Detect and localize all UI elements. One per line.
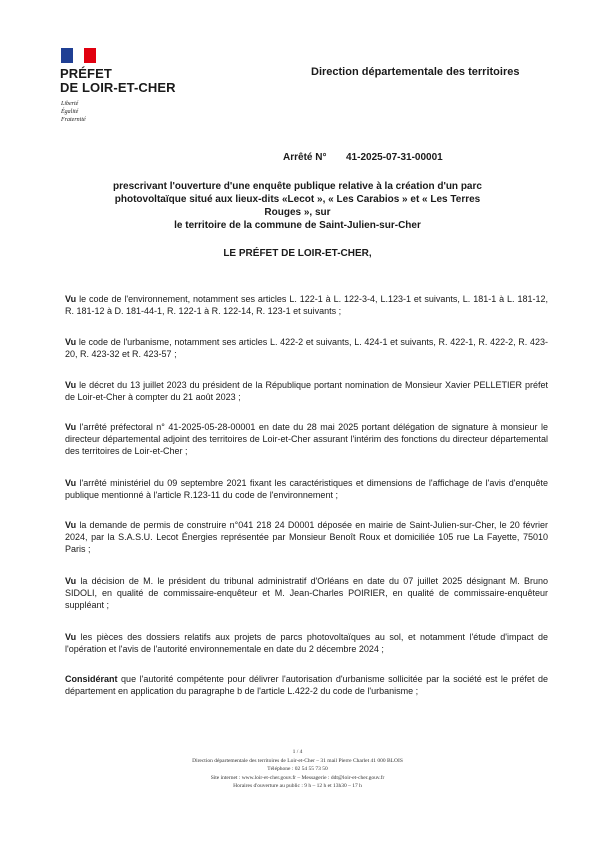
issuing-direction: Direction départementale des territoires <box>311 66 520 78</box>
arrete-subject <box>100 180 495 232</box>
visa-keyword: Vu <box>65 576 77 586</box>
prefet-line-2: DE LOIR-ET-CHER <box>60 80 176 95</box>
visa-paragraph-decret <box>65 379 548 403</box>
footer-phone: Téléphone : 02 54 55 73 50 <box>267 766 328 772</box>
prefet-line-1: PRÉFET <box>60 66 112 81</box>
visa-keyword: Vu <box>65 337 77 347</box>
subject-line-3: le territoire de la commune de Saint-Julien-sur-Cher <box>174 220 421 231</box>
marianne-flag-logo <box>61 48 96 63</box>
motto-fraternite: Fraternité <box>61 117 86 123</box>
visa-text: le code de l'urbanisme, notamment ses articles L. 422-2 et suivants, L. 424-1 et suivants, R. 422-1, R. 422-2, R. 423-20, R. 423-32 et R. 423-57 ; <box>65 337 548 359</box>
visa-text: la décision de M. le président du tribunal administratif d'Orléans en date du 07 juillet 2025 désignant M. Bruno SIDOLI, en qualité de commissaire-enquêteur et M. Jean-Charles POIRIER, en qualité de commissaire-enquêteur suppléant ; <box>65 576 548 610</box>
page-number: 1 / 4 <box>292 749 303 755</box>
visa-paragraph-pieces <box>65 631 548 655</box>
subject-line-2: photovoltaïque situé aux lieux-dits «Lecot », « Les Carabios » et « Les Terres Rouges », sur <box>114 194 481 218</box>
visa-paragraph-permis <box>65 519 548 555</box>
visa-text: l'arrêté ministériel du 09 septembre 2021 fixant les caractéristiques et dimensions de l'affichage de l'avis d'enquête publique mentionné à l'article R.123-11 du code de l'environnement ; <box>65 478 548 500</box>
footer-address: Direction départementale des territoires de Loir-et-Cher – 31 mail Pierre Charlet 41 000 BLOIS <box>192 757 403 764</box>
flag-red-band <box>84 48 96 63</box>
visa-text: les pièces des dossiers relatifs aux projets de parcs photovoltaïques au sol, et notamment l'étude d'impact de l'opération et l'avis de l'autorité environnementale en date du 2 décembre 2024 ; <box>65 632 548 654</box>
subject-line-1: prescrivant l'ouverture d'une enquête publique relative à la création d'un parc <box>113 181 482 192</box>
page-footer <box>0 748 595 791</box>
arrete-number: 41-2025-07-31-00001 <box>346 152 443 163</box>
visa-text: l'arrêté préfectoral n° 41-2025-05-28-00001 en date du 28 mai 2025 portant délégation de signature à monsieur le directeur départemental adjoint des territoires de Loir-et-Cher assurant l'intérim des fonctions du directeur départemental des territoires de Loir-et-Cher ; <box>65 422 548 456</box>
arrete-label: Arrêté N° <box>283 152 327 163</box>
footer-website: Site internet : www.loir-et-cher.gouv.fr – Messagerie : ddt@loir-et-cher.gouv.fr <box>210 774 385 781</box>
visa-paragraph-delegation <box>65 421 548 457</box>
flag-white-band <box>73 48 85 63</box>
visa-keyword: Vu <box>65 632 77 642</box>
visa-paragraph-urbanisme <box>65 336 548 360</box>
visa-paragraph-tribunal <box>65 575 548 611</box>
flag-blue-band <box>61 48 73 63</box>
considerant-paragraph <box>65 673 548 697</box>
footer-hours: Horaires d'ouverture au public : 9 h – 12 h et 13h30 – 17 h <box>233 783 362 789</box>
republic-motto <box>61 100 86 124</box>
visa-keyword: Vu <box>65 520 77 530</box>
prefet-logo-text <box>60 67 176 95</box>
considerant-text: que l'autorité compétente pour délivrer l'autorisation d'urbanisme sollicitée par la société est le préfet de département en application du paragraphe b de l'article L.422-2 du code de l'urbanisme ; <box>65 674 548 696</box>
motto-egalite: Égalité <box>61 109 79 115</box>
visa-keyword: Vu <box>65 380 77 390</box>
visa-text: le code de l'environnement, notamment ses articles L. 122-1 à L. 122-3-4, L.123-1 et suivants, L. 181-1 à L. 181-12, R. 181-12 à D. 181-44-1, R. 122-1 à R. 122-14, R. 123-1 et suivants ; <box>65 294 548 316</box>
visa-keyword: Vu <box>65 478 77 488</box>
prefet-title: LE PRÉFET DE LOIR-ET-CHER, <box>223 248 372 259</box>
visa-text: la demande de permis de construire n°041 218 24 D0001 déposée en mairie de Saint-Julien-sur-Cher, le 20 février 2024, par la S.A.S.U. Lecot Énergies représentée par Monsieur Benoît Roux et domiciliée 105 rue La Fayette, 75010 Paris ; <box>65 520 548 554</box>
visa-paragraph-arrete-ministeriel <box>65 477 548 501</box>
visa-keyword: Vu <box>65 422 77 432</box>
considerant-keyword: Considérant <box>65 674 118 684</box>
motto-liberte: Liberté <box>61 101 79 107</box>
visa-keyword: Vu <box>65 294 77 304</box>
visa-text: le décret du 13 juillet 2023 du président de la République portant nomination de Monsieur Xavier PELLETIER préfet de Loir-et-Cher à compter du 21 août 2023 ; <box>65 380 548 402</box>
visa-paragraph-environnement <box>65 293 548 317</box>
